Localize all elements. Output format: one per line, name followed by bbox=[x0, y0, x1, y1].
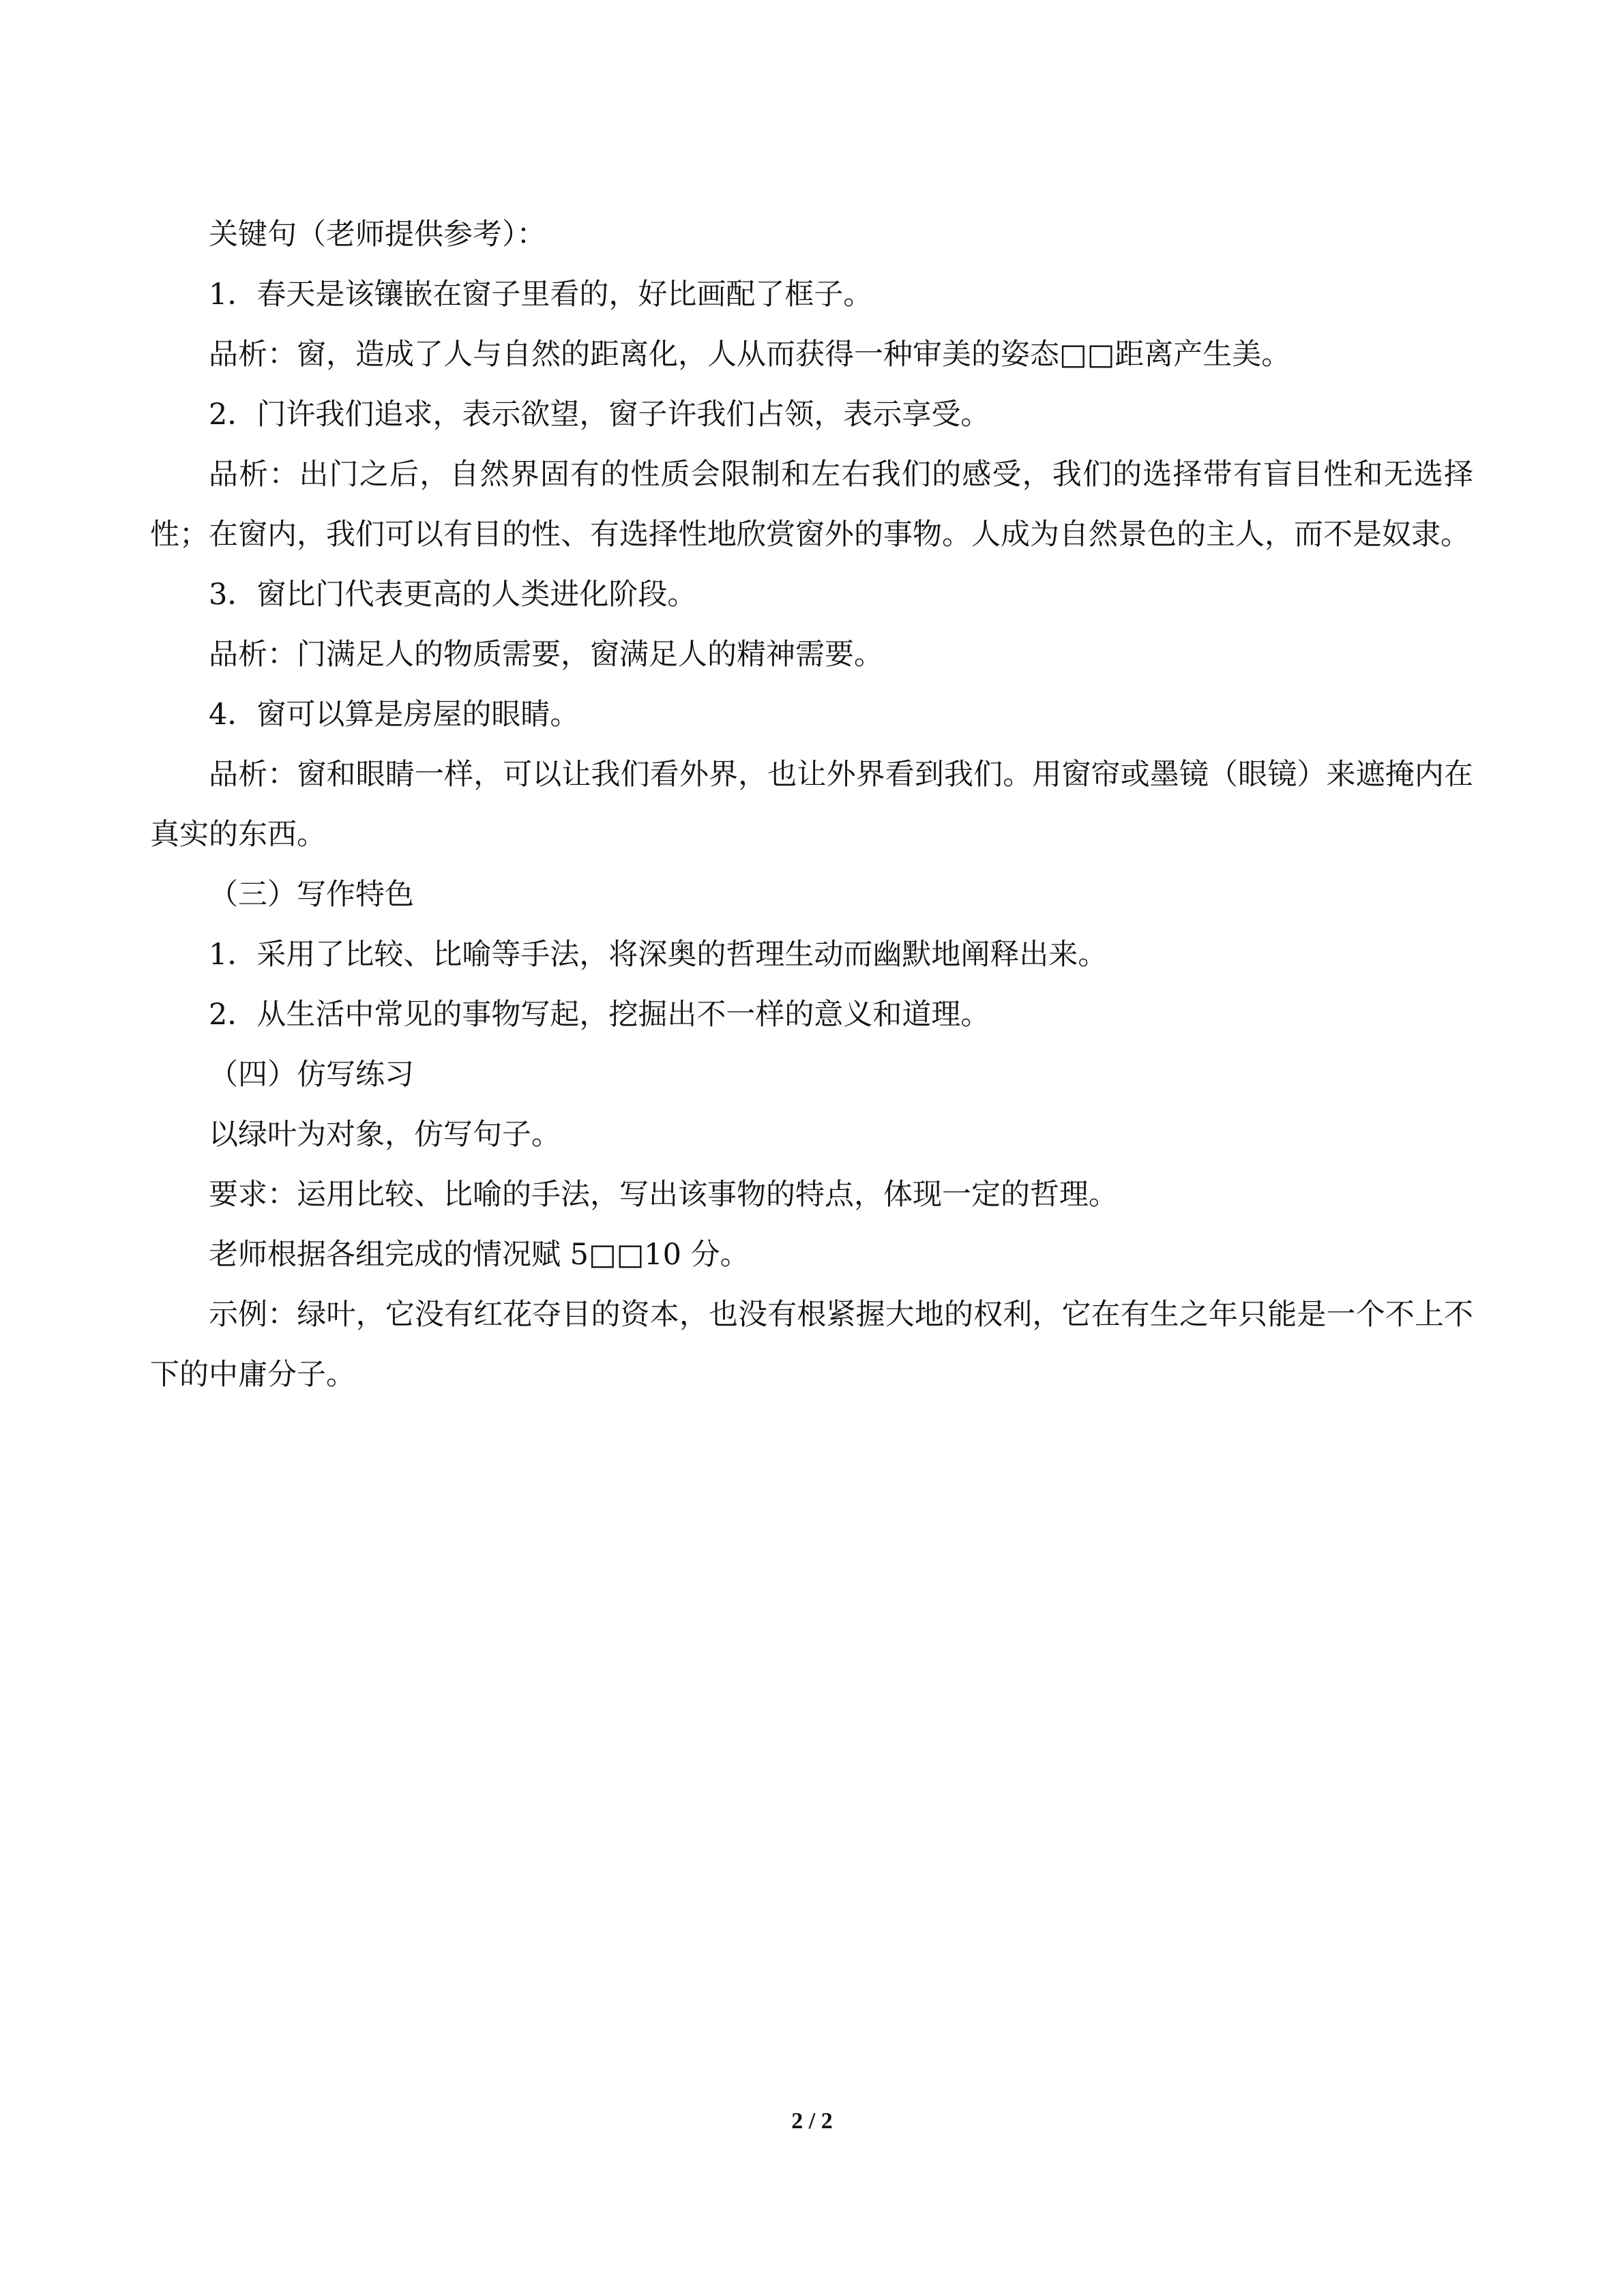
practice-requirement: 要求：运用比较、比喻的手法，写出该事物的特点，体现一定的哲理。 bbox=[209, 1178, 1118, 1212]
analysis-2: 品析：出门之后，自然界固有的性质会限制和左右我们的感受，我们的选择带有盲目性和无选择性；在窗内，我们可以有目的性、有选择性地欣赏窗外的事物。人成为自然景色的主人，而不是奴隶。 bbox=[150, 458, 1473, 552]
analysis-3: 品析：门满足人的物质需要，窗满足人的精神需要。 bbox=[209, 638, 883, 672]
key-sentence-2: 2．门许我们追求，表示欲望，窗子许我们占领，表示享受。 bbox=[209, 398, 990, 432]
key-sentence-1: 1．春天是该镶嵌在窗子里看的，好比画配了框子。 bbox=[209, 278, 873, 312]
practice-task: 以绿叶为对象，仿写句子。 bbox=[209, 1118, 561, 1152]
key-sentence-4: 4．窗可以算是房屋的眼睛。 bbox=[209, 698, 580, 732]
example-sentence: 示例：绿叶，它没有红花夺目的资本，也没有根紧握大地的权利，它在有生之年只能是一个不上不下的中庸分子。 bbox=[150, 1298, 1473, 1392]
analysis-4: 品析：窗和眼睛一样，可以让我们看外界，也让外界看到我们。用窗帘或墨镜（眼镜）来遮掩内在真实的东西。 bbox=[150, 758, 1473, 852]
page-number: 2 / 2 bbox=[791, 2108, 833, 2134]
document-body bbox=[150, 205, 1473, 1405]
section-heading-imitation-practice: （四）仿写练习 bbox=[209, 1058, 414, 1092]
key-sentences-heading: 关键句（老师提供参考）： bbox=[209, 218, 546, 252]
scoring-note: 老师根据各组完成的情况赋 5□□10 分。 bbox=[209, 1238, 750, 1272]
writing-feature-1: 1．采用了比较、比喻等手法，将深奥的哲理生动而幽默地阐释出来。 bbox=[209, 938, 1108, 972]
analysis-1: 品析：窗，造成了人与自然的距离化，人从而获得一种审美的姿态□□距离产生美。 bbox=[209, 338, 1291, 372]
writing-feature-2: 2．从生活中常见的事物写起，挖掘出不一样的意义和道理。 bbox=[209, 998, 990, 1032]
key-sentence-3: 3．窗比门代表更高的人类进化阶段。 bbox=[209, 578, 697, 612]
section-heading-writing-features: （三）写作特色 bbox=[209, 878, 414, 912]
